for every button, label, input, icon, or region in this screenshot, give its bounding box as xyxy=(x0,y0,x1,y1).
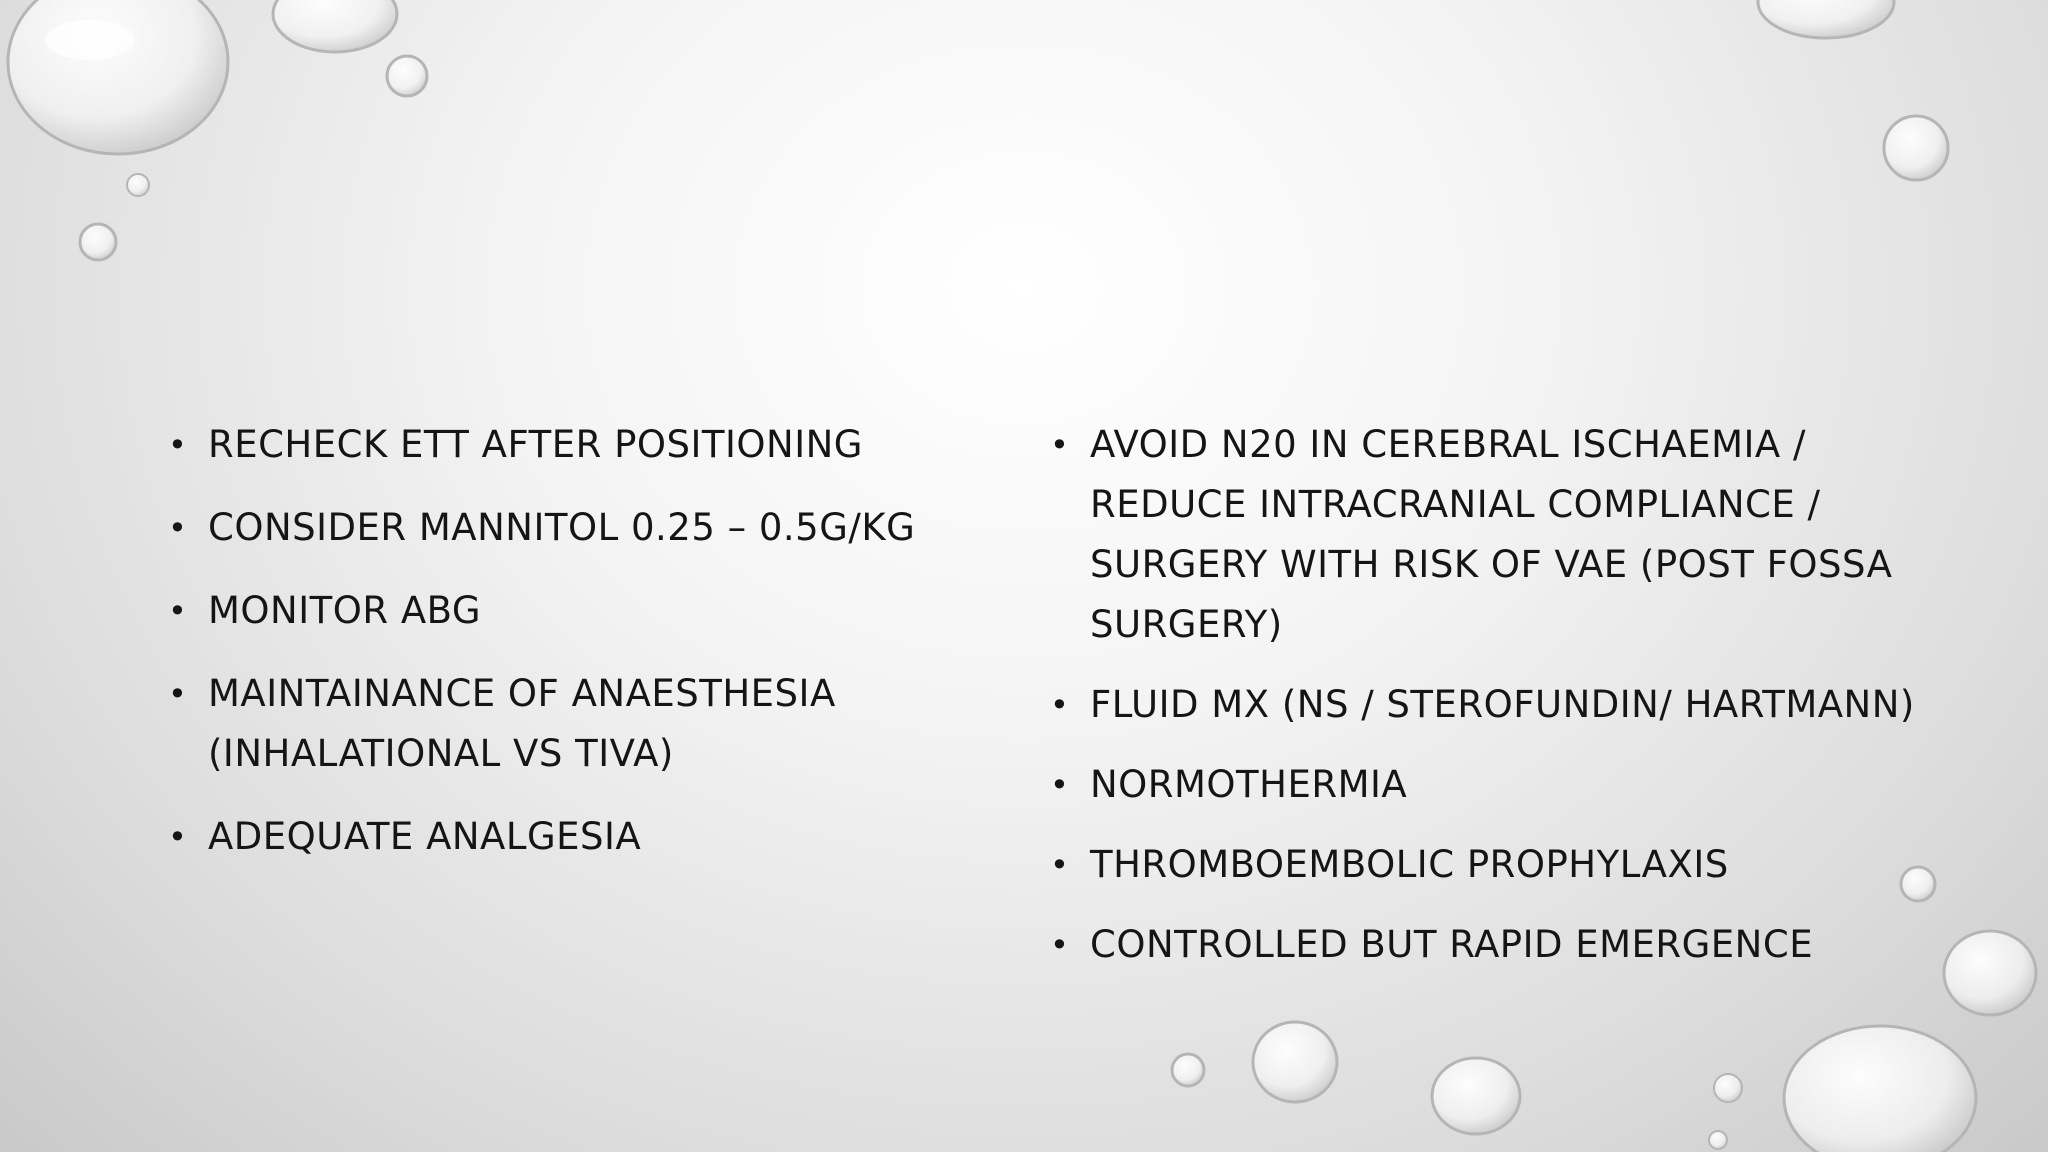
bullet-item: • RECHECK ETT AFTER POSITIONING xyxy=(168,415,968,475)
bullet-list-left xyxy=(168,415,968,890)
drop-bottom-right-tiny-2 xyxy=(1709,1131,1727,1149)
bullet-item: • MAINTAINANCE OF ANAESTHESIA (INHALATIONAL VS TIVA) xyxy=(168,664,968,784)
drop-top-right-medium xyxy=(1884,116,1948,180)
bullet-item: • CONSIDER MANNITOL 0.25 – 0.5G/KG xyxy=(168,498,968,558)
drop-top-left-tiny xyxy=(127,174,149,196)
drop-bottom-right-large xyxy=(1784,1026,1976,1152)
drop-bottom-right-medium xyxy=(1944,931,2036,1015)
drop-bottom-right-tiny xyxy=(1714,1074,1742,1102)
drop-top-left-large xyxy=(8,0,228,154)
drop-top-right-large xyxy=(1758,0,1894,38)
bullet-item: • NORMOTHERMIA xyxy=(1050,755,1950,815)
bullet-item: • ADEQUATE ANALGESIA xyxy=(168,807,968,867)
bullet-item: • MONITOR ABG xyxy=(168,581,968,641)
drop-top-left-small-2 xyxy=(80,224,116,260)
bullet-item: • FLUID MX (NS / STEROFUNDIN/ HARTMANN) xyxy=(1050,675,1950,735)
bullet-list-right xyxy=(1050,415,1950,995)
drop-top-left-small xyxy=(387,56,427,96)
drop-bottom-center-large xyxy=(1432,1058,1520,1134)
drop-bottom-center-medium xyxy=(1253,1022,1337,1102)
drop-top-left-medium xyxy=(273,0,397,52)
bullet-item: • CONTROLLED BUT RAPID EMERGENCE xyxy=(1050,915,1950,975)
drop-bottom-center-small xyxy=(1172,1054,1204,1086)
bullet-item: • THROMBOEMBOLIC PROPHYLAXIS xyxy=(1050,835,1950,895)
bullet-item: • AVOID N20 IN CEREBRAL ISCHAEMIA / REDUCE INTRACRANIAL COMPLIANCE / SURGERY WITH RISK OF VAE (POST FOSSA SURGERY) xyxy=(1050,415,1950,655)
